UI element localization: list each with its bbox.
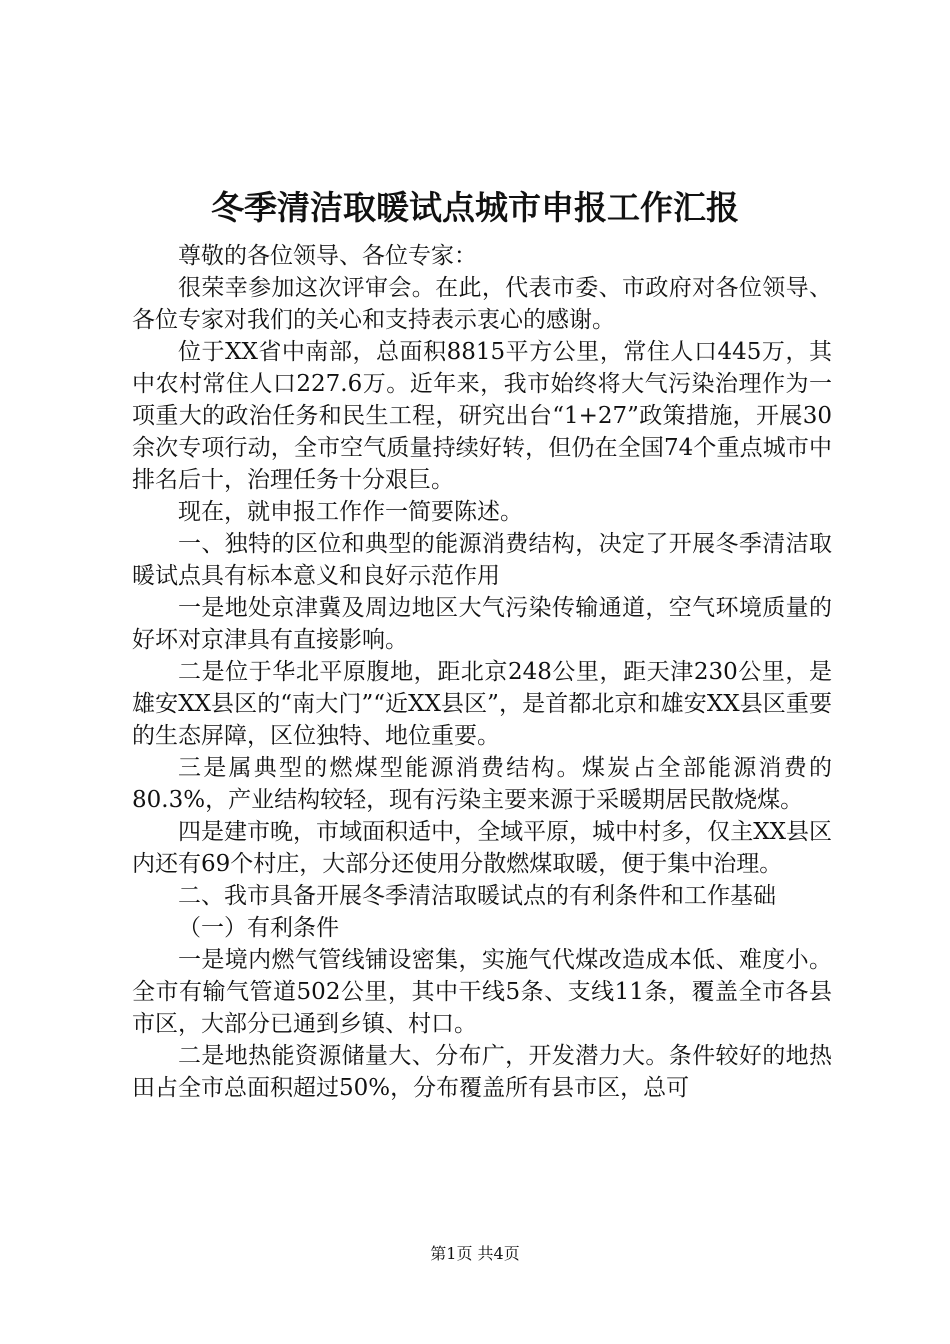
document-title: 冬季清洁取暖试点城市申报工作汇报 — [211, 188, 739, 227]
subsection-heading: （一）有利条件 — [178, 915, 339, 941]
section-heading-1: 一、独特的区位和典型的能源消费结构，决定了开展冬季清洁取暖试点具有标本意义和良好示范作用 — [132, 531, 832, 589]
paragraph-thanks: 很荣幸参加这次评审会。在此，代表市委、市政府对各位领导、各位专家对我们的关心和支持表示衷心的感谢。 — [132, 275, 832, 333]
paragraph-condition-2: 二是地热能资源储量大、分布广，开发潜力大。条件较好的地热田占全市总面积超过50%，分布覆盖所有县市区，总可 — [132, 1043, 832, 1101]
paragraph-point-1: 一是地处京津冀及周边地区大气污染传输通道，空气环境质量的好坏对京津具有直接影响。 — [132, 595, 832, 653]
section-heading-2: 二、我市具备开展冬季清洁取暖试点的有利条件和工作基础 — [178, 883, 776, 909]
paragraph-overview: 位于XX省中南部，总面积8815平方公里，常住人口445万，其中农村常住人口227.6万。近年来，我市始终将大气污染治理作为一项重大的政治任务和民生工程，研究出台“1+27”政策措施，开展30余次专项行动，全市空气质量持续好转，但仍在全国74个重点城市中排名后十，治理任务十分艰巨。 — [132, 339, 832, 493]
paragraph-intro: 现在，就申报工作作一简要陈述。 — [178, 499, 523, 525]
paragraph-point-3: 三是属典型的燃煤型能源消费结构。煤炭占全部能源消费的80.3%，产业结构较轻，现有污染主要来源于采暖期居民散烧煤。 — [132, 755, 832, 813]
paragraph-point-4: 四是建市晚，市域面积适中，全域平原，城中村多，仅主XX县区内还有69个村庄，大部分还使用分散燃煤取暖，便于集中治理。 — [132, 819, 832, 877]
paragraph-point-2: 二是位于华北平原腹地，距北京248公里，距天津230公里，是雄安XX县区的“南大门”“近XX县区”，是首都北京和雄安XX县区重要的生态屏障，区位独特、地位重要。 — [132, 659, 832, 749]
document-body — [132, 240, 832, 1104]
paragraph-greeting: 尊敬的各位领导、各位专家： — [178, 243, 477, 269]
page-number: 第1页 共4页 — [430, 1244, 520, 1263]
paragraph-condition-1: 一是境内燃气管线铺设密集，实施气代煤改造成本低、难度小。全市有输气管道502公里，其中干线5条、支线11条，覆盖全市各县市区，大部分已通到乡镇、村口。 — [132, 947, 832, 1037]
